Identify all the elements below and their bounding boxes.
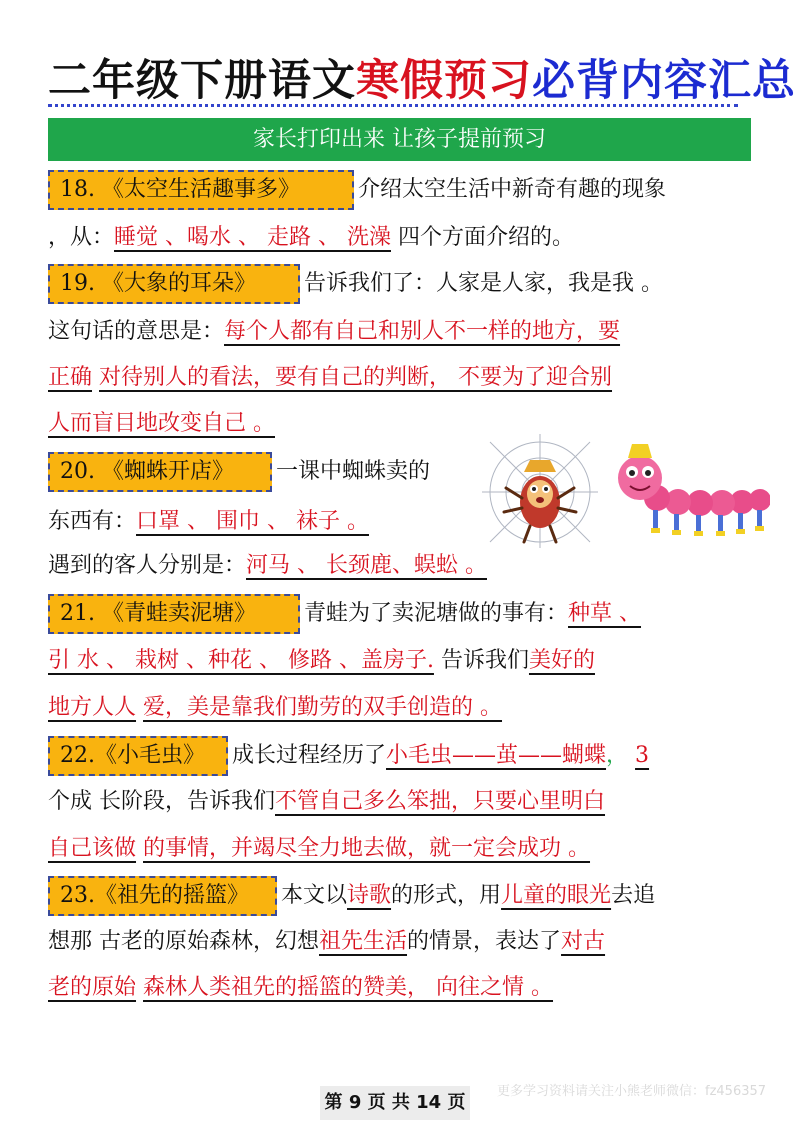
item-19-answer-1: 每个人都有自己和别人不一样的地方，要 (224, 319, 621, 344)
item-22-answer-3: 不管自己多么笨拙，只要心里明白 (275, 789, 606, 814)
item-18-text-2: ，从： (48, 225, 115, 250)
item-23-answer-4: 对古 (561, 929, 606, 954)
item-18-answer-1: 睡觉 、喝水 、 走路 、 洗澡 (114, 225, 391, 250)
item-21-answer-1: 种草 、 (568, 601, 642, 626)
item-19-tag: 19. 《大象的耳朵》 (48, 264, 300, 304)
item-23-answer-1: 诗歌 (347, 883, 392, 908)
item-23-text-1: 本文以 (281, 883, 348, 908)
item-19-answer-3: 对待别人的看法，要有自己的判断， 不要为了迎合别 (99, 365, 613, 390)
item-23-answer-6: 森林人类祖先的摇篮的赞美， 向往之情 。 (143, 975, 554, 1000)
item-22-answer-2: 3 (635, 743, 650, 768)
item-23-line-2 (48, 922, 605, 962)
item-22-line-3 (48, 829, 590, 869)
item-19-line-1 (48, 264, 663, 304)
item-21-text-1: 青蛙为了卖泥塘做的事有： (304, 601, 569, 626)
item-22-tag: 22.《小毛虫》 (48, 736, 228, 776)
item-23-answer-3: 祖先生活 (319, 929, 408, 954)
item-21-answer-5: 爱，美是靠我们勤劳的双手创造的 。 (143, 695, 503, 720)
item-22-answer-4: 自己该做 (48, 836, 137, 861)
item-23-answer-2: 儿童的眼光 (501, 883, 612, 908)
item-23-text-3: 去追 (611, 883, 656, 908)
item-21-line-2 (48, 641, 595, 681)
item-23-line-3 (48, 968, 553, 1008)
item-18-text-3: 四个方面介绍的。 (397, 225, 574, 250)
item-21-text-2: 告诉我们 (440, 648, 529, 673)
item-23-tag: 23.《祖先的摇篮》 (48, 876, 277, 916)
banner: 家长打印出来 让孩子提前预习 (48, 118, 751, 161)
item-20-line-3 (48, 546, 487, 586)
spider-caterpillar-illustration (480, 432, 770, 550)
title-underline (48, 104, 738, 107)
item-22-line-2 (48, 782, 605, 822)
item-19-text-1: 告诉我们了：人家是人家，我是我 。 (304, 271, 663, 296)
caterpillar-icon (618, 444, 770, 536)
item-20-text-2: 东西有： (48, 509, 137, 534)
item-18-line-1 (48, 170, 666, 210)
item-23-answer-5: 老的原始 (48, 975, 137, 1000)
item-22-comma: ， (606, 743, 629, 768)
item-21-line-1 (48, 594, 641, 634)
item-20-text-1: 一课中蜘蛛卖的 (276, 459, 431, 484)
item-21-answer-2: 引 水 、 栽树 、种花 、 修路 、盖房子. (48, 648, 434, 673)
item-18-line-2 (48, 218, 574, 258)
title-part-3: 必背内容汇总 (532, 56, 796, 106)
item-21-answer-3: 美好的 (528, 648, 595, 673)
watermark: 更多学习资料请关注小熊老师微信：fz456357 (497, 1084, 767, 1099)
item-22-answer-1: 小毛虫——茧——蝴蝶 (386, 743, 607, 768)
title-part-2: 寒假预习 (356, 56, 532, 106)
item-19-line-2 (48, 312, 620, 352)
item-22-text-2: 个成 长阶段，告诉我们 (48, 789, 275, 814)
item-20-answer-1: 口罩 、 围巾 、 袜子 。 (136, 509, 369, 534)
item-23-text-4: 想那 古老的原始森林，幻想 (48, 929, 319, 954)
item-20-tag: 20. 《蜘蛛开店》 (48, 452, 272, 492)
item-18-tag: 18. 《太空生活趣事多》 (48, 170, 354, 210)
page-number: 第 9 页 共 14 页 (320, 1086, 470, 1120)
item-22-text-1: 成长过程经历了 (232, 743, 387, 768)
item-19-text-2: 这句话的意思是： (48, 319, 225, 344)
item-20-line-2 (48, 502, 369, 542)
item-20-answer-2: 河马 、 长颈鹿、蜈蚣 。 (246, 553, 487, 578)
title-part-1: 二年级下册语文 (48, 56, 356, 106)
item-19-line-3 (48, 358, 612, 398)
item-20-text-3: 遇到的客人分别是： (48, 553, 247, 578)
item-19-line-4 (48, 404, 275, 444)
item-21-tag: 21. 《青蛙卖泥塘》 (48, 594, 300, 634)
item-21-line-3 (48, 688, 502, 728)
item-23-text-5: 的情景，表达了 (407, 929, 562, 954)
item-19-answer-4: 人而盲目地改变自己 。 (48, 411, 275, 436)
item-19-answer-2: 正确 (48, 365, 93, 390)
item-20-line-1 (48, 452, 430, 492)
page-title (48, 52, 796, 110)
item-22-line-1 (48, 736, 649, 776)
item-22-answer-5: 的事情，并竭尽全力地去做，就一定会成功 。 (143, 836, 591, 861)
item-21-answer-4: 地方人人 (48, 695, 137, 720)
item-23-text-2: 的形式，用 (391, 883, 502, 908)
item-23-line-1 (48, 876, 655, 916)
item-18-text-1: 介绍太空生活中新奇有趣的现象 (358, 177, 667, 202)
